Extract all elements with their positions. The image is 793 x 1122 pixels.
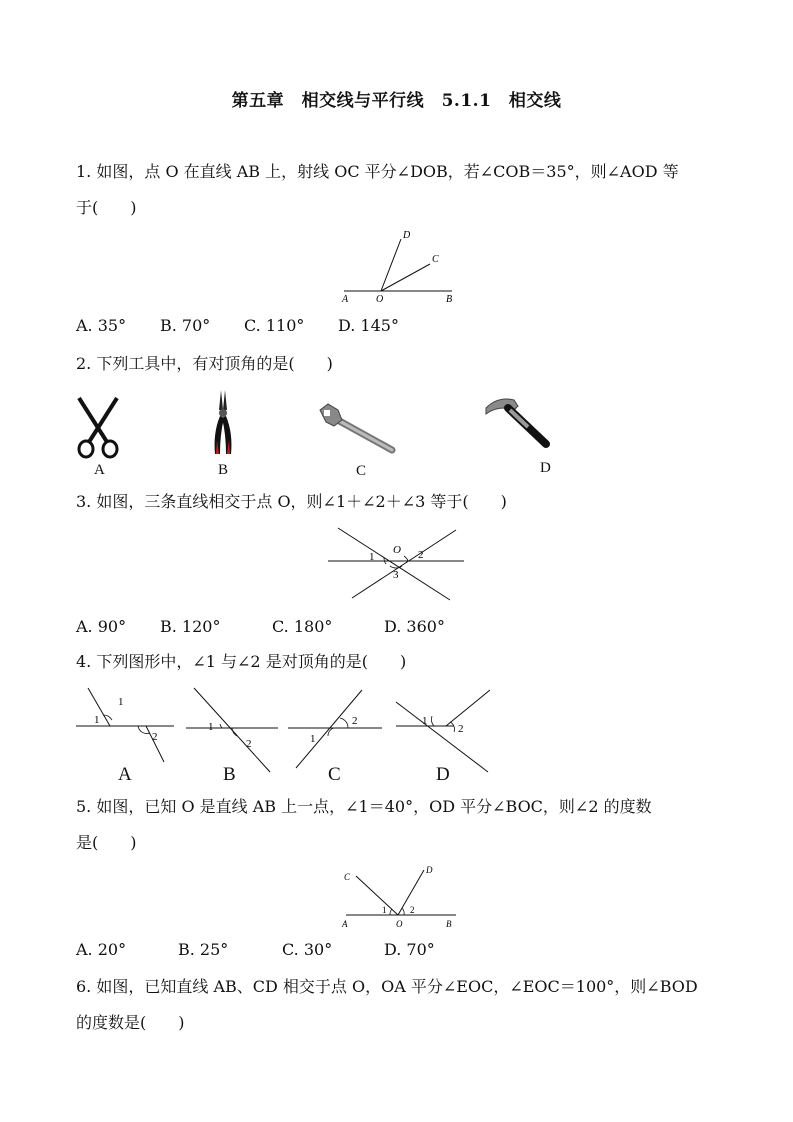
q5-angle-2: 2 bbox=[410, 905, 415, 915]
page-title: 第五章 相交线与平行线 5.1.1 相交线 bbox=[231, 91, 562, 111]
q4-label-c[interactable]: C bbox=[328, 764, 341, 785]
q1-text-line1: 1. 如图，点 O 在直线 AB 上，射线 OC 平分∠DOB，若∠COB＝35°，则∠AOD 等 bbox=[76, 162, 679, 181]
q5-text-line1: 5. 如图，已知 O 是直线 AB 上一点，∠1＝40°，OD 平分∠BOC，则∠2 的度数 bbox=[76, 797, 652, 816]
q5-option-a[interactable]: A. 20° bbox=[76, 940, 127, 959]
q1-label-C: C bbox=[432, 254, 439, 265]
q4c-mark-2: 2 bbox=[352, 715, 358, 727]
q6-text-line1: 6. 如图，已知直线 AB、CD 相交于点 O，OA 平分∠EOC，∠EOC＝100°，则∠BOD bbox=[76, 977, 698, 996]
q4-figure-b bbox=[182, 684, 282, 774]
q3-angle-1: 1 bbox=[369, 551, 375, 563]
q1-label-D: D bbox=[403, 230, 411, 241]
q1-label-A: A bbox=[342, 294, 349, 305]
q4d-mark-2: 2 bbox=[458, 723, 464, 735]
q4b-mark-2: 2 bbox=[246, 738, 252, 750]
q1-label-O: O bbox=[376, 294, 384, 305]
q4b-mark-1: 1 bbox=[208, 721, 214, 733]
q4-figure-d bbox=[394, 686, 494, 774]
q4-label-a[interactable]: A bbox=[118, 764, 132, 785]
q5-label-D: D bbox=[426, 865, 433, 875]
q2-label-d: D bbox=[540, 460, 551, 476]
q5-option-d[interactable]: D. 70° bbox=[384, 940, 435, 959]
q3-options bbox=[76, 617, 445, 636]
q4-text: 4. 下列图形中，∠1 与∠2 是对顶角的是( ) bbox=[76, 652, 407, 671]
q1-options bbox=[76, 316, 399, 335]
q3-angle-3: 3 bbox=[393, 569, 399, 581]
q3-option-a[interactable]: A. 90° bbox=[76, 617, 127, 636]
q4a-mark-2: 2 bbox=[152, 731, 158, 743]
q3-option-b[interactable]: B. 120° bbox=[160, 617, 221, 636]
pliers-icon bbox=[205, 388, 241, 458]
scissors-icon bbox=[74, 394, 122, 460]
q2-text: 2. 下列工具中，有对顶角的是( ) bbox=[76, 354, 333, 373]
q3-option-c[interactable]: C. 180° bbox=[272, 617, 333, 636]
q4-figure-c bbox=[286, 684, 384, 774]
q1-label-B: B bbox=[446, 294, 453, 305]
q5-text-line2: 是( ) bbox=[76, 833, 137, 852]
q4-figure-a bbox=[74, 684, 176, 768]
hammer-icon bbox=[478, 394, 558, 460]
q5-options bbox=[76, 940, 435, 959]
q1-option-a[interactable]: A. 35° bbox=[76, 316, 127, 335]
q3-angle-2: 2 bbox=[418, 549, 424, 561]
q4d-mark-1: 1 bbox=[422, 715, 428, 727]
q5-label-C: C bbox=[344, 872, 351, 882]
q6-text-line2: 的度数是( ) bbox=[76, 1013, 185, 1032]
wrench-icon bbox=[314, 402, 400, 458]
q5-option-c[interactable]: C. 30° bbox=[282, 940, 333, 959]
q2-label-b: B bbox=[218, 462, 229, 478]
q1-option-c[interactable]: C. 110° bbox=[244, 316, 305, 335]
q4-label-b[interactable]: B bbox=[223, 764, 236, 785]
q3-figure bbox=[324, 522, 468, 604]
q1-option-b[interactable]: B. 70° bbox=[160, 316, 211, 335]
q3-label-O: O bbox=[393, 544, 401, 556]
q5-figure bbox=[338, 860, 462, 932]
q4a-mark-upper-1: 1 bbox=[118, 696, 124, 708]
q4a-mark-1: 1 bbox=[94, 714, 100, 726]
q2-label-a: A bbox=[94, 462, 105, 478]
q3-option-d[interactable]: D. 360° bbox=[384, 617, 445, 636]
q3-text: 3. 如图，三条直线相交于点 O，则∠1＋∠2＋∠3 等于( ) bbox=[76, 492, 507, 511]
q4c-mark-1: 1 bbox=[310, 733, 316, 745]
q5-label-O: O bbox=[396, 919, 403, 929]
q5-label-A: A bbox=[342, 919, 348, 929]
q1-text-line2: 于( ) bbox=[76, 198, 137, 217]
q1-option-d[interactable]: D. 145° bbox=[338, 316, 399, 335]
q2-label-c: C bbox=[356, 463, 367, 479]
q4-label-d[interactable]: D bbox=[436, 764, 450, 785]
q5-label-B: B bbox=[446, 919, 452, 929]
q5-option-b[interactable]: B. 25° bbox=[178, 940, 229, 959]
q1-figure bbox=[338, 226, 458, 306]
q5-angle-1: 1 bbox=[382, 905, 387, 915]
